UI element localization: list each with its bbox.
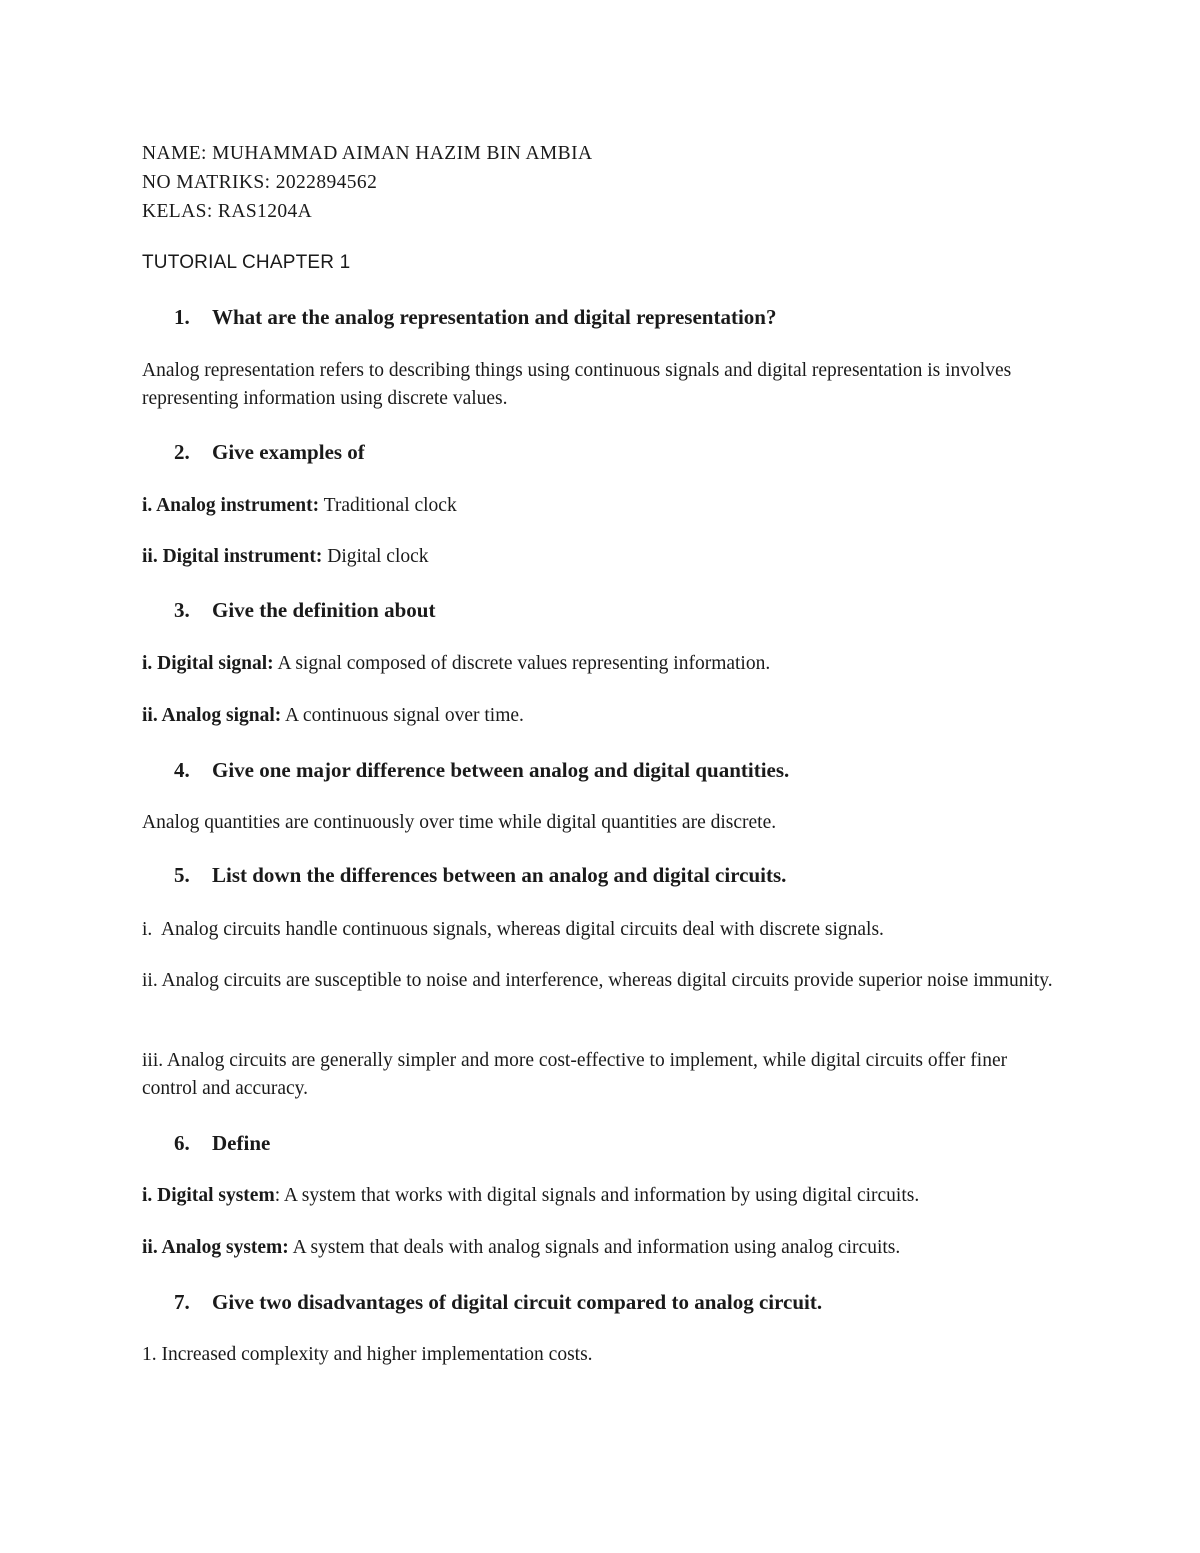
answer-3-ii	[142, 702, 524, 730]
question-number: 5.	[174, 863, 190, 887]
question-text: What are the analog representation and digital representation?	[212, 305, 777, 329]
question-7	[174, 1287, 822, 1317]
answer-text: A continuous signal over time.	[281, 705, 524, 726]
answer-text: A signal composed of discrete values representing information.	[273, 653, 771, 674]
question-number: 6.	[174, 1131, 190, 1155]
answer-1: Analog representation refers to describing things using continuous signals and digital representation is involves representing information using discrete values.	[142, 360, 1012, 409]
student-class: KELAS: RAS1204A	[142, 201, 313, 222]
question-text: Give two disadvantages of digital circuit compared to analog circuit.	[212, 1290, 823, 1314]
answer-5-ii: ii. Analog circuits are susceptible to noise and interference, whereas digital circuits provide superior noise immunity.	[142, 970, 1053, 991]
question-number: 2.	[174, 440, 190, 464]
question-number: 7.	[174, 1290, 190, 1314]
answer-label: ii. Analog system:	[142, 1237, 289, 1258]
question-number: 1.	[174, 305, 190, 329]
answer-label: i. Digital system	[142, 1185, 275, 1206]
answer-4: Analog quantities are continuously over time while digital quantities are discrete.	[142, 812, 777, 833]
question-text: Define	[212, 1131, 271, 1155]
student-matriks: NO MATRIKS: 2022894562	[142, 172, 378, 193]
answer-label: ii. Analog signal:	[142, 705, 282, 726]
answer-6-i	[142, 1182, 919, 1210]
answer-label: i. Analog instrument:	[142, 495, 320, 516]
question-2	[174, 437, 365, 467]
answer-5-iii: iii. Analog circuits are generally simpler and more cost-effective to implement, while digital circuits offer finer control and accuracy.	[142, 1050, 1008, 1099]
question-text: Give one major difference between analog and digital quantities.	[212, 758, 790, 782]
answer-label: ii. Digital instrument:	[142, 546, 323, 567]
question-4	[174, 755, 789, 785]
answer-text: Digital clock	[322, 546, 429, 567]
question-5	[174, 860, 786, 890]
student-name: NAME: MUHAMMAD AIMAN HAZIM BIN AMBIA	[142, 143, 593, 164]
question-6	[174, 1128, 270, 1158]
answer-6-ii	[142, 1234, 900, 1262]
tutorial-title: TUTORIAL CHAPTER 1	[142, 252, 351, 273]
question-1	[174, 302, 776, 332]
answer-text: : A system that works with digital signals and information by using digital circuits.	[274, 1185, 920, 1206]
question-3	[174, 595, 435, 625]
question-number: 4.	[174, 758, 190, 782]
answer-text: Traditional clock	[319, 495, 457, 516]
answer-2-i	[142, 492, 457, 520]
answer-label: i. Digital signal:	[142, 653, 274, 674]
question-text: Give examples of	[212, 440, 365, 464]
answer-3-i	[142, 650, 770, 678]
question-text: List down the differences between an analog and digital circuits.	[212, 863, 787, 887]
answer-5-i: i. Analog circuits handle continuous signals, whereas digital circuits deal with discrete signals.	[142, 919, 884, 940]
question-text: Give the definition about	[212, 598, 436, 622]
answer-2-ii	[142, 543, 429, 571]
answer-7-1: 1. Increased complexity and higher implementation costs.	[142, 1344, 593, 1365]
answer-text: A system that deals with analog signals and information using analog circuits.	[288, 1237, 901, 1258]
question-number: 3.	[174, 598, 190, 622]
